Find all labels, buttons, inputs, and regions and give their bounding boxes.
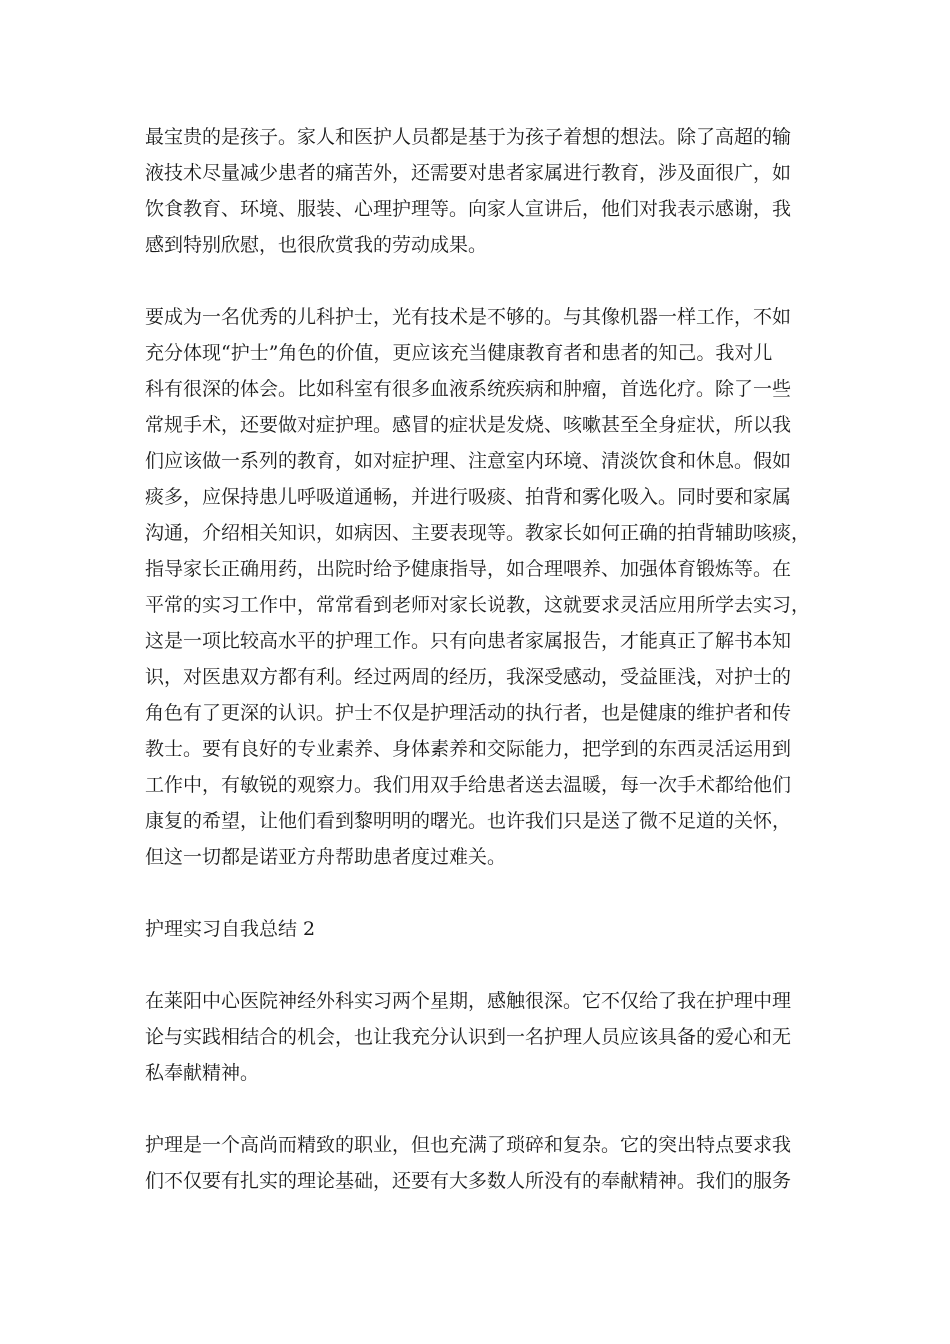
document-body xyxy=(145,119,810,1235)
paragraph: 最宝贵的是孩子。家人和医护人员都是基于为孩子着想的想法。除了高超的输 液技术尽量减少患者的痛苦外，还需要对患者家属进行教育，涉及面很广，如 饮食教育、环境、服装、心理护理等。向家人宣讲后，他们对我表示感谢，我 感到特别欣慰，也很欣赏我的劳动成果。 xyxy=(145,126,792,256)
paragraph: 护理是一个高尚而精致的职业，但也充满了琐碎和复杂。它的突出特点要求我 们不仅要有扎实的理论基础，还要有大多数人所没有的奉献精神。我们的服务 xyxy=(145,1134,792,1192)
paragraph: 在莱阳中心医院神经外科实习两个星期，感触很深。它不仅给了我在护理中理 论与实践相结合的机会，也让我充分认识到一名护理人员应该具备的爱心和无 私奉献精神。 xyxy=(145,990,792,1084)
section-heading: 护理实习自我总结 2 xyxy=(145,918,316,940)
paragraph: 要成为一名优秀的儿科护士，光有技术是不够的。与其像机器一样工作，不如 充分体现“护士”角色的价值，更应该充当健康教育者和患者的知己。我对儿 科有很深的体会。比如科室有很多血液系统疾病和肿瘤，首选化疗。除了一些 常规手术，还要做对症护理。感冒的症状是发烧、咳嗽甚至全身症状，所以我 们应该做一系列的教育，如对症护理、注意室内环境、清淡饮食和休息。假如 痰多，应保持患儿呼吸道通畅，并进行吸痰、拍背和雾化吸入。同时要和家属 沟通，介绍相关知识，如病因、主要表现等。教家长如何正确的拍背辅助咳痰， 指导家长正确用药，出院时给予健康指导，如合理喂养、加强体育锻炼等。在 平常的实习工作中，常常看到老师对家长说教，这就要求灵活应用所学去实习， 这是一项比较高水平的护理工作。只有向患者家属报告，才能真正了解书本知 识，对医患双方都有利。经过两周的经历，我深受感动，受益匪浅，对护士的 角色有了更深的认识。护士不仅是护理活动的执行者，也是健康的维护者和传 教士。要有良好的专业素养、身体素养和交际能力，把学到的东西灵活运用到 工作中，有敏锐的观察力。我们用双手给患者送去温暖，每一次手术都给他们 康复的希望，让他们看到黎明明的曙光。也许我们只是送了微不足道的关怀， 但这一切都是诺亚方舟帮助患者度过难关。 xyxy=(145,306,811,868)
